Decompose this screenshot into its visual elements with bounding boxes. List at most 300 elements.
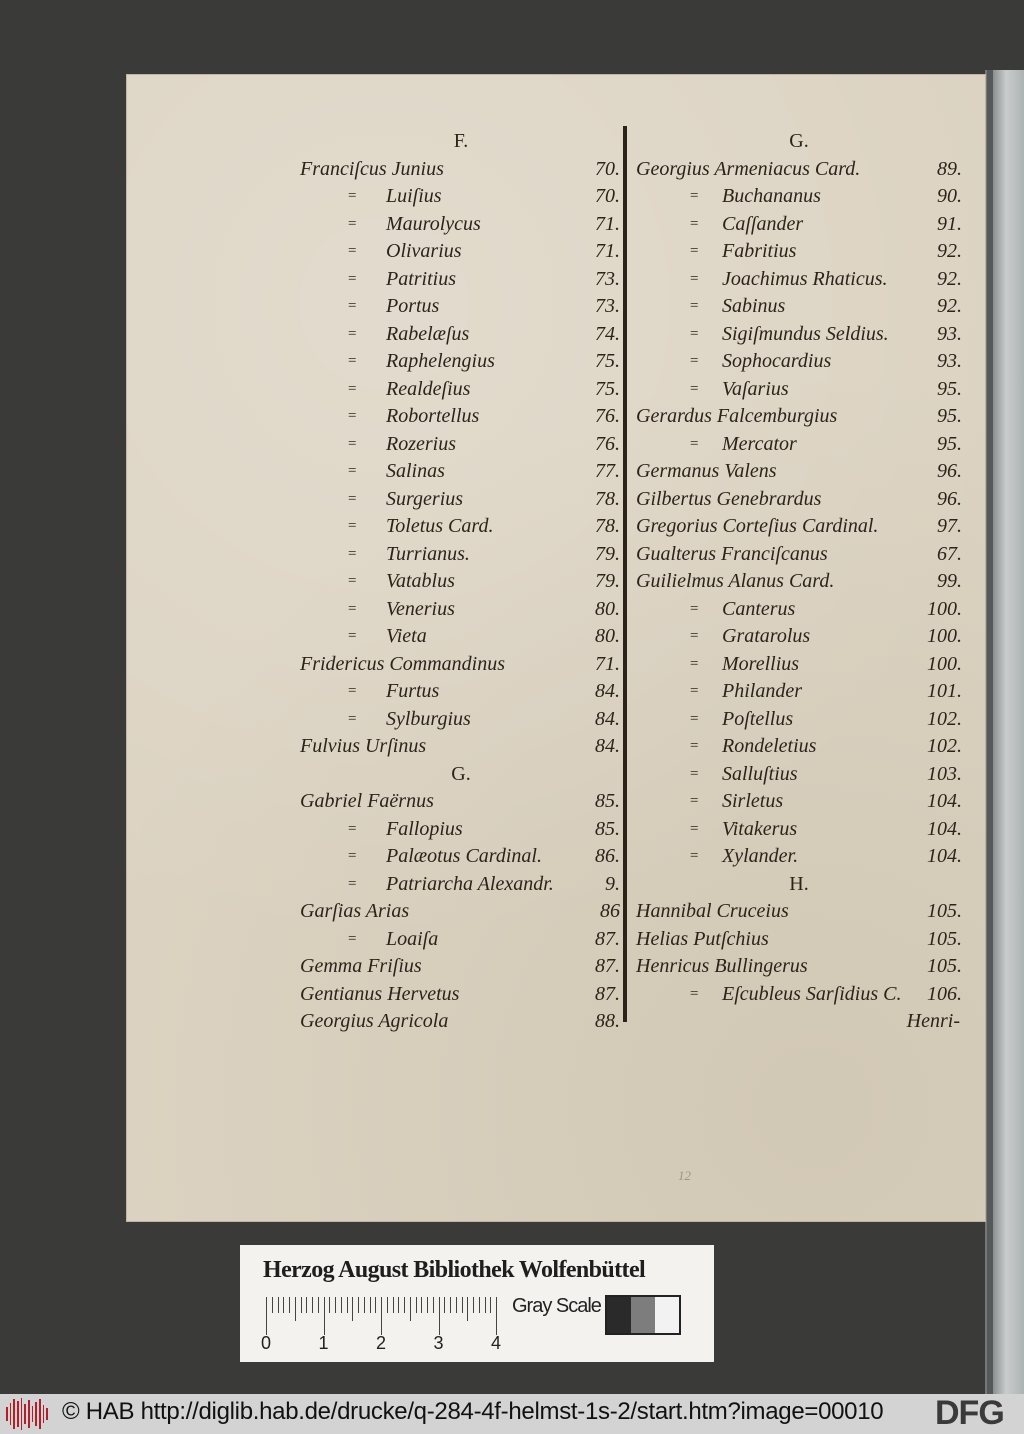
ruler-tick <box>324 1297 325 1335</box>
ditto-mark: = <box>348 215 357 232</box>
ditto-mark: = <box>348 298 357 314</box>
entry-name: Vieta <box>386 625 427 647</box>
ruler-tick <box>364 1297 365 1313</box>
page-reference: 101. <box>927 680 962 702</box>
page-reference: 78. <box>595 487 620 510</box>
entry-name: Fabritius <box>722 240 797 262</box>
page-reference: 93. <box>937 322 962 345</box>
ditto-mark: = <box>690 765 699 782</box>
index-entry <box>298 843 624 871</box>
page-reference: 99. <box>937 570 962 592</box>
entry-name: Patriarcha Alexandr. <box>386 872 554 895</box>
ruler-number: 1 <box>318 1333 329 1353</box>
ditto-mark: = <box>690 738 699 754</box>
ditto-mark: = <box>348 435 357 452</box>
index-entry <box>298 706 624 734</box>
entry-name: Salinas <box>386 460 445 482</box>
entry-name: Caſſander <box>722 212 804 235</box>
page-reference: 105. <box>927 927 962 950</box>
index-entry <box>298 431 624 459</box>
ruler-tick <box>421 1297 422 1313</box>
page-reference: 9. <box>605 872 620 895</box>
ruler-number: 3 <box>433 1333 444 1353</box>
entry-name: H. <box>789 872 809 895</box>
ditto-mark: = <box>348 573 357 589</box>
ditto-mark: = <box>690 793 699 809</box>
entry-name: Germanus Valens <box>636 460 777 482</box>
entry-name: Gabriel Faërnus <box>300 790 434 812</box>
entry-name: Rabelæſus <box>386 322 470 345</box>
index-entry <box>298 293 624 321</box>
ruler-tick <box>462 1297 463 1313</box>
ditto-mark: = <box>690 380 699 397</box>
index-entry <box>298 953 624 981</box>
ruler-tick <box>416 1297 417 1313</box>
ditto-mark: = <box>690 243 699 259</box>
index-entry <box>632 788 966 816</box>
page-reference: 103. <box>927 762 962 785</box>
page-reference: 100. <box>927 597 962 620</box>
page-reference: 79. <box>595 570 620 592</box>
page-reference: 86 <box>600 900 620 922</box>
ruler-tick <box>272 1297 273 1313</box>
index-entry <box>298 458 624 486</box>
entry-name: Gilbertus Genebrardus <box>636 487 822 510</box>
ruler-tick <box>352 1297 353 1321</box>
index-entry <box>298 403 624 431</box>
ditto-mark: = <box>348 270 357 287</box>
ditto-mark: = <box>348 710 357 727</box>
entry-name: Olivarius <box>386 240 462 262</box>
entry-name: Realdeſius <box>386 377 471 400</box>
gray-swatch <box>631 1297 655 1333</box>
index-entry <box>632 266 966 294</box>
entry-name: Joachimus Rhaticus. <box>722 267 888 290</box>
ruler-tick <box>301 1297 302 1313</box>
ruler-tick <box>404 1297 405 1313</box>
ditto-mark: = <box>348 243 357 259</box>
page-reference: 71. <box>595 212 620 235</box>
entry-name: Raphelengius <box>386 350 495 372</box>
index-entry <box>298 513 624 541</box>
column-divider <box>623 126 627 1022</box>
copyright-link[interactable]: © HAB http://diglib.hab.de/drucke/q-284-4f-helmst-1s-2/start.htm?image=00010 <box>62 1398 884 1425</box>
entry-name: Portus <box>386 295 440 317</box>
section-letter <box>632 871 966 899</box>
book-page <box>126 74 986 1222</box>
entry-name: Salluſtius <box>722 762 798 785</box>
entry-name: Henricus Bullingerus <box>636 955 808 977</box>
ruler-tick <box>341 1297 342 1313</box>
index-entry <box>632 293 966 321</box>
index-entry <box>298 541 624 569</box>
entry-name: Sirletus <box>722 790 784 812</box>
page-reference: 88. <box>595 1010 620 1032</box>
index-entry <box>298 981 624 1009</box>
index-entry <box>632 761 966 789</box>
page-reference: 100. <box>927 625 962 647</box>
page-reference: 92. <box>937 240 962 262</box>
entry-name: Vitakerus <box>722 817 798 840</box>
index-entry <box>632 431 966 459</box>
page-reference: 73. <box>595 267 620 290</box>
ditto-mark: = <box>348 353 357 369</box>
ruler-tick <box>439 1297 440 1335</box>
ruler-tick <box>450 1297 451 1313</box>
page-reference: 75. <box>595 377 620 400</box>
entry-name: Vatablus <box>386 570 455 592</box>
entry-name: Hannibal Cruceius <box>636 900 789 922</box>
ruler-tick <box>467 1297 468 1321</box>
entry-name: Helias Putſchius <box>636 927 769 950</box>
gray-scale-label: Gray Scale <box>512 1295 601 1317</box>
page-reference: 73. <box>595 295 620 317</box>
entry-name: Fallopius <box>386 817 463 840</box>
ruler-tick <box>381 1297 382 1335</box>
index-entry <box>298 898 624 926</box>
index-entry <box>632 183 966 211</box>
page-reference: 76. <box>595 432 620 455</box>
entry-name: G. <box>789 130 809 152</box>
index-entry <box>298 266 624 294</box>
ditto-mark: = <box>690 655 699 672</box>
ditto-mark: = <box>690 215 699 232</box>
entry-name: Mercator <box>722 432 797 455</box>
ditto-mark: = <box>690 628 699 644</box>
ruler-tick <box>335 1297 336 1313</box>
entry-name: Maurolycus <box>386 212 481 235</box>
index-entry <box>632 953 966 981</box>
ditto-mark: = <box>348 408 357 424</box>
entry-name: Sigiſmundus Seldius. <box>722 322 889 345</box>
entry-name: Gualterus Franciſcanus <box>636 542 828 565</box>
page-reference: 102. <box>927 707 962 730</box>
index-entry <box>632 596 966 624</box>
ruler-tick <box>283 1297 284 1313</box>
ditto-mark: = <box>348 600 357 617</box>
ruler-tick <box>496 1297 497 1335</box>
entry-name: Robortellus <box>386 405 480 427</box>
ditto-mark: = <box>690 325 699 342</box>
index-entry <box>298 788 624 816</box>
page-reference: 95. <box>937 432 962 455</box>
color-calibration-card <box>240 1245 714 1362</box>
ditto-mark: = <box>348 683 357 699</box>
page-reference: 96. <box>937 460 962 482</box>
page-reference: 95. <box>937 405 962 427</box>
entry-name: Turrianus. <box>386 542 470 565</box>
page-reference: 104. <box>927 790 962 812</box>
ruler-tick <box>398 1297 399 1313</box>
page-reference: 92. <box>937 295 962 317</box>
entry-name: Gerardus Falcemburgius <box>636 405 838 427</box>
ditto-mark: = <box>348 875 357 892</box>
page-reference: 85. <box>595 817 620 840</box>
index-entry <box>298 348 624 376</box>
ditto-mark: = <box>348 380 357 397</box>
entry-name: Philander <box>722 680 802 702</box>
ditto-mark: = <box>348 518 357 534</box>
page-reference: 75. <box>595 350 620 372</box>
ruler-tick <box>410 1297 411 1321</box>
ruler-scale <box>266 1297 500 1337</box>
entry-name: F. <box>453 130 469 152</box>
ruler-number: 2 <box>376 1333 387 1353</box>
index-entry <box>632 926 966 954</box>
page-reference: 84. <box>595 707 620 730</box>
index-entry <box>298 156 624 184</box>
entry-name: Garſias Arias <box>300 900 410 922</box>
entry-name: G. <box>451 762 471 785</box>
ruler-tick <box>393 1297 394 1313</box>
ditto-mark: = <box>348 628 357 644</box>
index-entry <box>298 926 624 954</box>
index-entry <box>298 486 624 514</box>
index-entry <box>632 623 966 651</box>
page-reference: 95. <box>937 377 962 400</box>
section-letter <box>298 761 624 789</box>
index-entry <box>632 458 966 486</box>
index-entry <box>632 486 966 514</box>
page-reference: 105. <box>927 955 962 977</box>
ruler-tick <box>289 1297 290 1313</box>
index-entry <box>632 211 966 239</box>
page-reference: 70. <box>595 157 620 180</box>
entry-name: Fulvius Urſinus <box>300 735 427 757</box>
entry-name: Guilielmus Alanus Card. <box>636 570 835 592</box>
ruler-number: 0 <box>261 1333 272 1353</box>
index-column-right <box>632 128 966 1036</box>
page-reference: 84. <box>595 735 620 757</box>
index-entry <box>298 321 624 349</box>
index-entry <box>298 816 624 844</box>
index-entry <box>632 816 966 844</box>
section-letter <box>298 128 624 156</box>
ruler-tick <box>266 1297 267 1335</box>
entry-name: Loaiſa <box>386 927 439 950</box>
index-entry <box>298 238 624 266</box>
ditto-mark: = <box>690 848 699 864</box>
ditto-mark: = <box>690 435 699 452</box>
page-reference: 106. <box>927 982 962 1005</box>
ditto-mark: = <box>690 820 699 837</box>
ditto-mark: = <box>348 848 357 864</box>
ruler-tick <box>375 1297 376 1313</box>
page-reference: 79. <box>595 542 620 565</box>
index-entry <box>632 843 966 871</box>
ditto-mark: = <box>690 270 699 287</box>
page-reference: 77. <box>595 460 620 482</box>
page-reference: 92. <box>937 267 962 290</box>
entry-name: Gentianus Hervetus <box>300 982 460 1005</box>
page-reference: 87. <box>595 982 620 1005</box>
dfg-logo: DFG <box>935 1394 1004 1432</box>
index-entry <box>632 156 966 184</box>
page-reference: 89. <box>937 157 962 180</box>
entry-name: Eſcubleus Sarſidius C. <box>722 982 902 1005</box>
page-reference: 80. <box>595 597 620 620</box>
ditto-mark: = <box>348 463 357 479</box>
page-reference: 74. <box>595 322 620 345</box>
ruler-tick <box>278 1297 279 1313</box>
ruler-tick <box>485 1297 486 1313</box>
ditto-mark: = <box>348 820 357 837</box>
entry-name: Surgerius <box>386 487 464 510</box>
index-entry <box>632 678 966 706</box>
entry-name: Gregorius Corteſius Cardinal. <box>636 515 879 537</box>
ruler-tick <box>306 1297 307 1313</box>
index-entry <box>632 568 966 596</box>
page-reference: 80. <box>595 625 620 647</box>
page-reference: 97. <box>937 515 962 537</box>
ruler-tick <box>433 1297 434 1313</box>
footer-bar <box>0 1394 1024 1434</box>
gray-swatch <box>655 1297 679 1333</box>
index-entry <box>632 513 966 541</box>
ruler-tick <box>358 1297 359 1313</box>
index-entry <box>298 596 624 624</box>
entry-name: Franciſcus Junius <box>300 157 444 180</box>
entry-name: Canterus <box>722 597 796 620</box>
page-reference: 76. <box>595 405 620 427</box>
index-entry <box>632 733 966 761</box>
page-reference: 78. <box>595 515 620 537</box>
ditto-mark: = <box>348 545 357 562</box>
index-entry <box>632 238 966 266</box>
folio-number: 12 <box>678 1168 691 1183</box>
index-entry <box>298 1008 624 1036</box>
entry-name: Patritius <box>386 267 457 290</box>
page-reference: 70. <box>595 185 620 207</box>
adjacent-page-edge <box>985 70 1024 1394</box>
ditto-mark: = <box>348 188 357 204</box>
ruler-tick <box>370 1297 371 1313</box>
ruler-tick <box>295 1297 296 1321</box>
page-reference: 67. <box>937 542 962 565</box>
index-entry <box>298 183 624 211</box>
index-entry <box>298 678 624 706</box>
ditto-mark: = <box>690 353 699 369</box>
page-reference: 104. <box>927 845 962 867</box>
ditto-mark: = <box>690 188 699 204</box>
page-reference: 87. <box>595 927 620 950</box>
index-entry <box>632 651 966 679</box>
ruler-tick <box>479 1297 480 1313</box>
ditto-mark: = <box>348 930 357 947</box>
page-reference: 86. <box>595 845 620 867</box>
index-entry <box>298 651 624 679</box>
page-reference: 93. <box>937 350 962 372</box>
ditto-mark: = <box>690 298 699 314</box>
gray-swatch <box>607 1297 631 1333</box>
index-entry <box>298 623 624 651</box>
catchword <box>632 1008 966 1036</box>
index-entry <box>632 403 966 431</box>
ruler-tick <box>347 1297 348 1313</box>
ditto-mark: = <box>690 683 699 699</box>
index-entry <box>632 541 966 569</box>
entry-name: Georgius Agricola <box>300 1010 449 1032</box>
library-name: Herzog August Bibliothek Wolfenbüttel <box>263 1257 646 1283</box>
index-entry <box>632 981 966 1009</box>
entry-name: Sabinus <box>722 295 786 317</box>
page-reference: 85. <box>595 790 620 812</box>
ditto-mark: = <box>348 490 357 507</box>
index-entry <box>632 706 966 734</box>
entry-name: Poſtellus <box>722 707 794 730</box>
entry-name: Fridericus Commandinus <box>300 652 505 675</box>
ditto-mark: = <box>690 600 699 617</box>
ruler-tick <box>427 1297 428 1313</box>
entry-name: Vaſarius <box>722 377 789 400</box>
index-entry <box>632 376 966 404</box>
page-reference: 104. <box>927 817 962 840</box>
entry-name: Georgius Armeniacus Card. <box>636 157 861 180</box>
page-reference: 87. <box>595 955 620 977</box>
entry-name: Gratarolus <box>722 625 811 647</box>
index-entry <box>632 321 966 349</box>
entry-name: Sophocardius <box>722 350 832 372</box>
ruler-tick <box>456 1297 457 1313</box>
page-reference: 90. <box>937 185 962 207</box>
page-reference: 102. <box>927 735 962 757</box>
ruler-tick <box>490 1297 491 1313</box>
gray-scale-swatches <box>605 1295 681 1335</box>
ditto-mark: = <box>690 710 699 727</box>
ruler-number: 4 <box>491 1333 502 1353</box>
entry-name: Sylburgius <box>386 707 471 730</box>
entry-name: Xylander. <box>722 845 799 867</box>
ruler-tick <box>387 1297 388 1313</box>
section-letter <box>632 128 966 156</box>
index-entry <box>298 376 624 404</box>
entry-name: Gemma Friſius <box>300 955 422 977</box>
entry-name: Luiſius <box>386 185 442 207</box>
ruler-tick <box>318 1297 319 1313</box>
entry-name: Henri- <box>906 1010 960 1032</box>
index-entry <box>298 568 624 596</box>
ruler-tick <box>444 1297 445 1313</box>
page-reference: 71. <box>595 240 620 262</box>
page-reference: 84. <box>595 680 620 702</box>
ditto-mark: = <box>348 325 357 342</box>
index-column-left <box>298 128 624 1036</box>
page-reference: 71. <box>595 652 620 675</box>
ruler-tick <box>329 1297 330 1313</box>
entry-name: Toletus Card. <box>386 515 494 537</box>
index-entry <box>298 871 624 899</box>
entry-name: Venerius <box>386 597 455 620</box>
page-reference: 105. <box>927 900 962 922</box>
index-entry <box>632 348 966 376</box>
entry-name: Morellius <box>722 652 800 675</box>
ruler-tick <box>312 1297 313 1313</box>
page-reference: 91. <box>937 212 962 235</box>
index-entry <box>632 898 966 926</box>
entry-name: Buchananus <box>722 185 821 207</box>
ruler-tick <box>473 1297 474 1313</box>
hab-logo-icon <box>6 1398 48 1430</box>
entry-name: Rozerius <box>386 432 456 455</box>
ditto-mark: = <box>690 985 699 1002</box>
index-entry <box>298 733 624 761</box>
entry-name: Palæotus Cardinal. <box>386 845 542 867</box>
page-reference: 100. <box>927 652 962 675</box>
entry-name: Furtus <box>386 680 440 702</box>
index-entry <box>298 211 624 239</box>
page-reference: 96. <box>937 487 962 510</box>
entry-name: Rondeletius <box>722 735 817 757</box>
